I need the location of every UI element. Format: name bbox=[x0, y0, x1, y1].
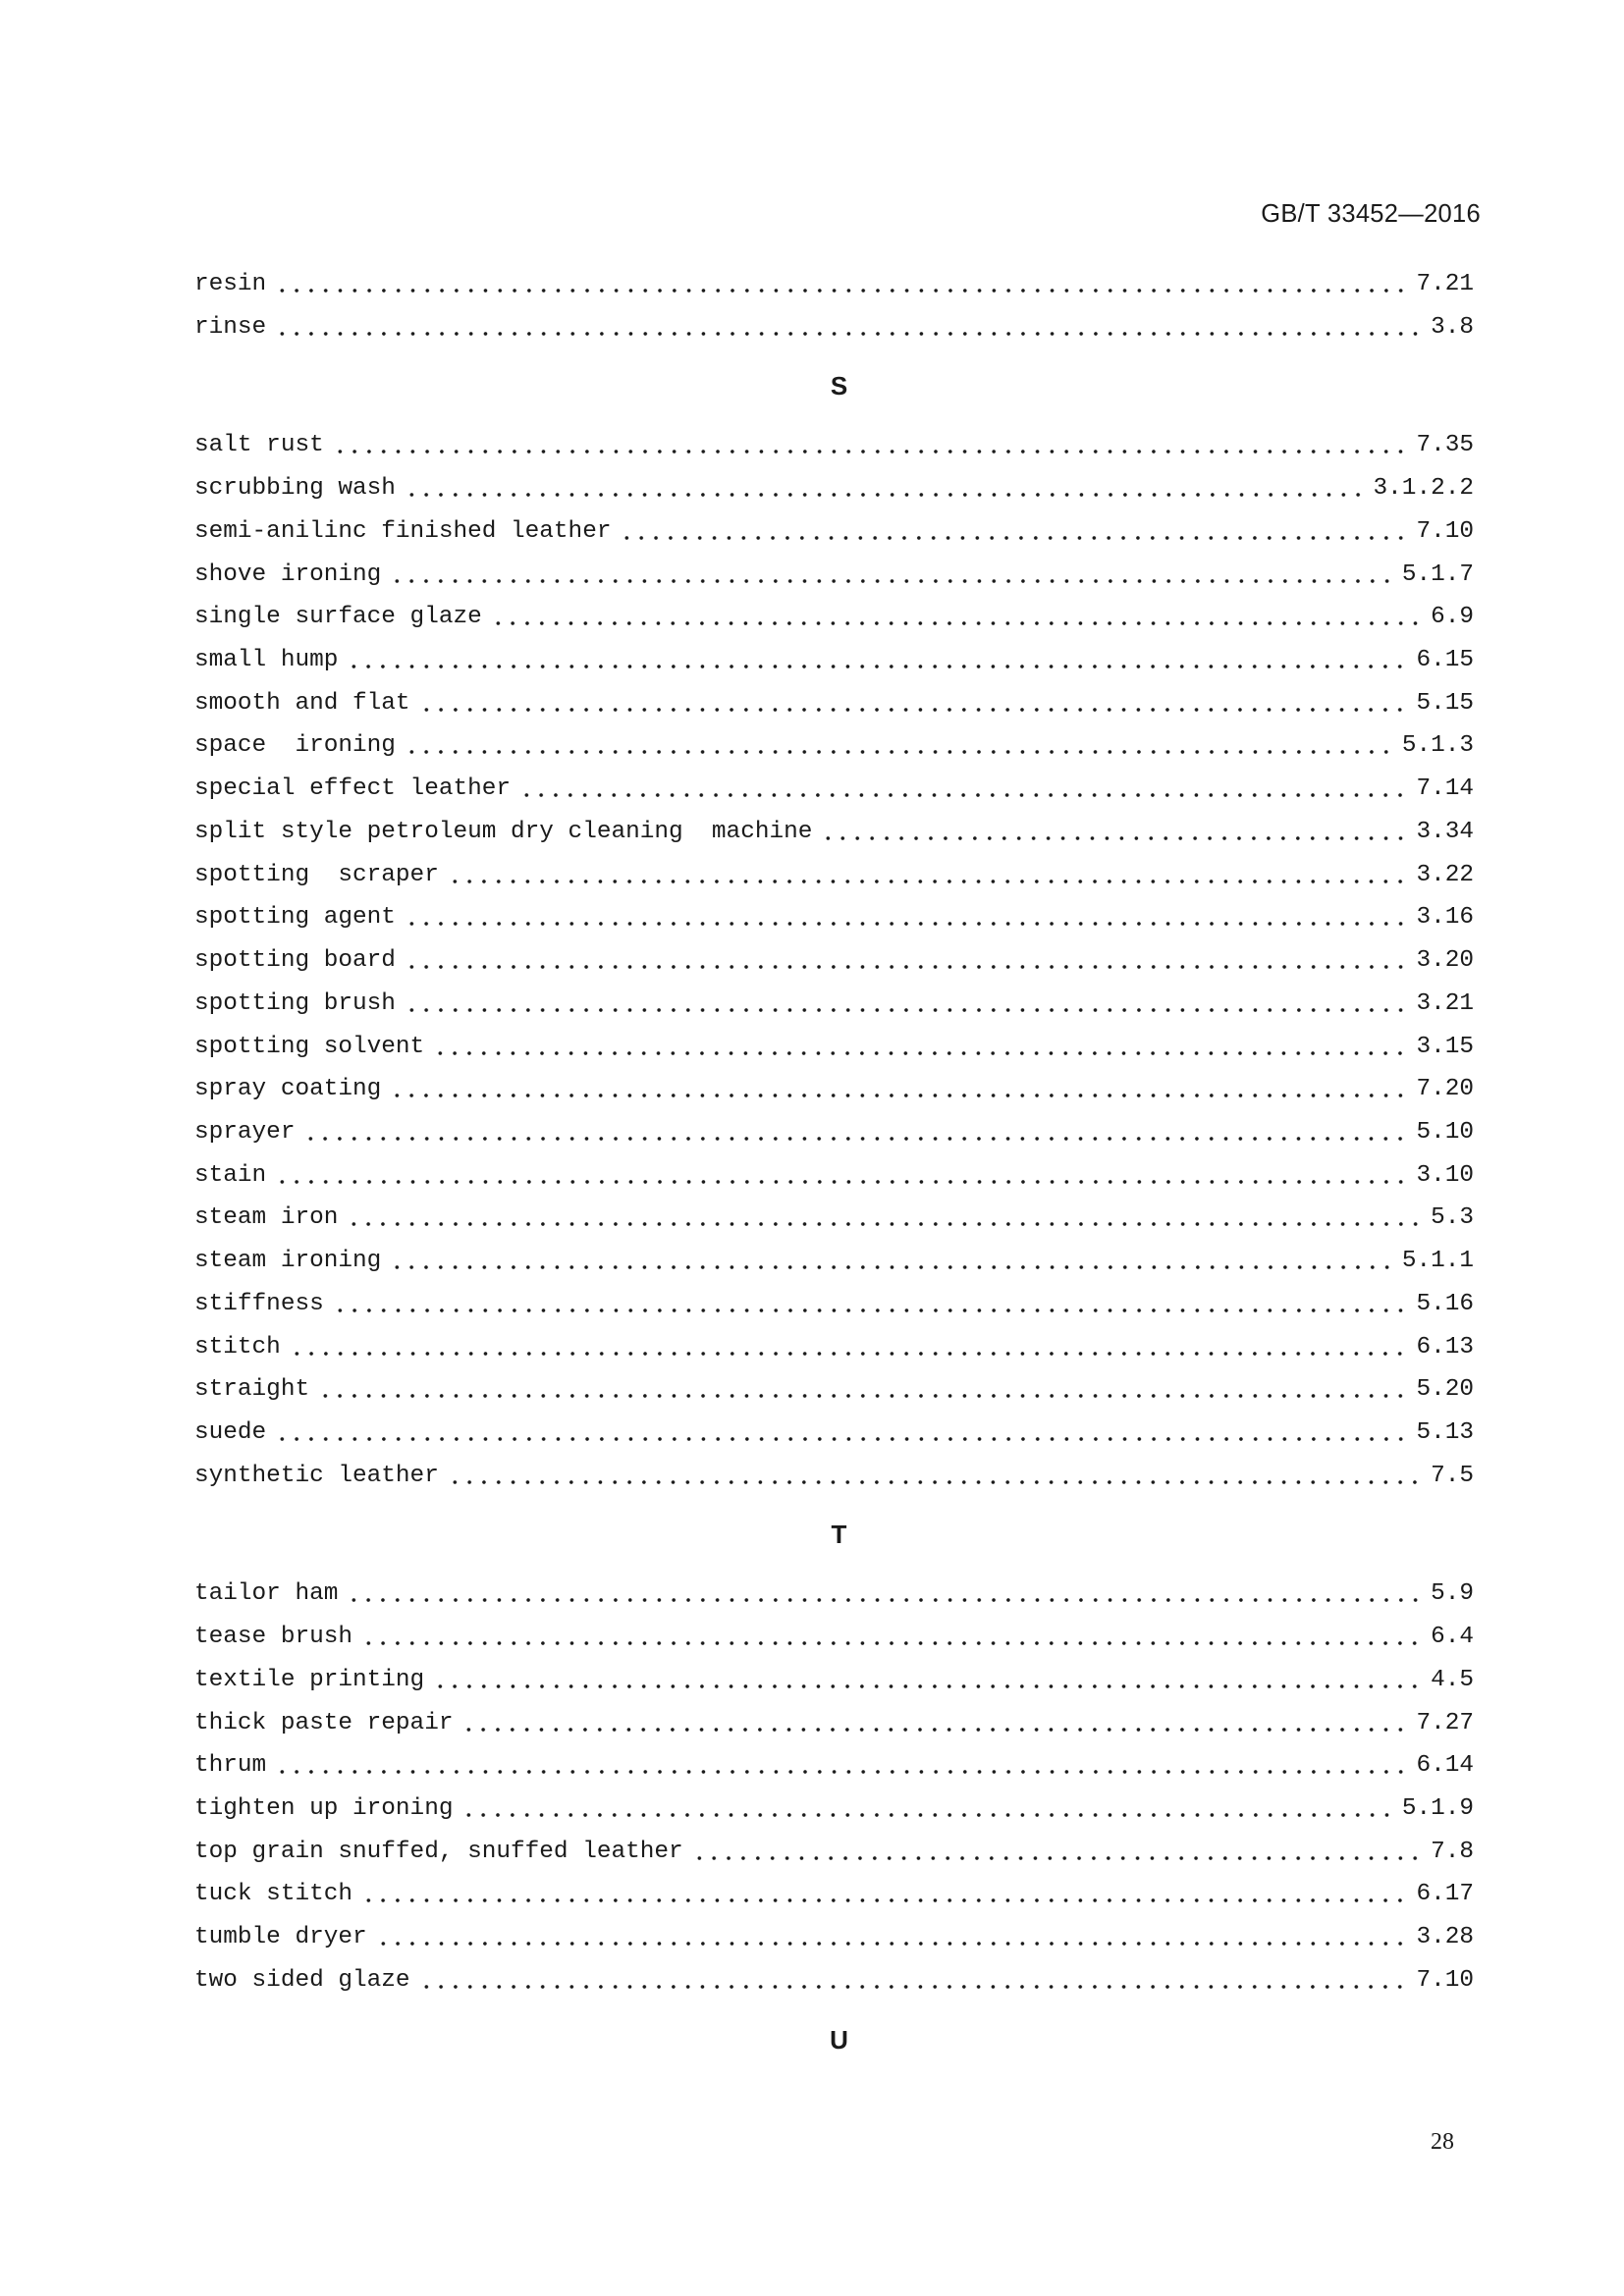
index-entry bbox=[194, 854, 1474, 897]
clause-reference: 7.10 bbox=[1416, 1966, 1474, 1994]
index-term: tighten up ironing bbox=[194, 1795, 454, 1822]
index-term: steam iron bbox=[194, 1204, 339, 1232]
clause-reference: 6.17 bbox=[1416, 1881, 1474, 1908]
clause-reference: 7.27 bbox=[1416, 1709, 1474, 1736]
index-entry bbox=[194, 1702, 1474, 1745]
index-term: spotting brush bbox=[194, 989, 396, 1017]
dot-leader bbox=[390, 1240, 1394, 1283]
index-entry bbox=[194, 1068, 1474, 1111]
dot-leader bbox=[275, 1412, 1408, 1455]
index-term: stitch bbox=[194, 1333, 281, 1361]
clause-reference: 7.35 bbox=[1416, 432, 1474, 459]
dot-leader bbox=[376, 1916, 1409, 1959]
clause-reference: 6.9 bbox=[1431, 604, 1474, 631]
section-heading-t: T bbox=[831, 1520, 847, 1550]
index-entry bbox=[194, 1744, 1474, 1788]
clause-reference: 6.14 bbox=[1416, 1752, 1474, 1780]
dot-leader bbox=[620, 510, 1408, 554]
index-entry bbox=[194, 939, 1474, 983]
index-term: tuck stitch bbox=[194, 1881, 353, 1908]
dot-leader bbox=[275, 1154, 1408, 1198]
clause-reference: 4.5 bbox=[1431, 1666, 1474, 1693]
dot-leader bbox=[461, 1702, 1408, 1745]
clause-reference: 5.9 bbox=[1431, 1580, 1474, 1608]
index-term: shove ironing bbox=[194, 561, 382, 588]
index-term: space ironing bbox=[194, 732, 396, 760]
index-term: resin bbox=[194, 271, 267, 297]
standard-number: GB/T 33452—2016 bbox=[1261, 200, 1481, 228]
index-term: straight bbox=[194, 1376, 310, 1404]
index-entry bbox=[194, 554, 1474, 597]
index-term: spotting solvent bbox=[194, 1033, 425, 1060]
clause-reference: 5.16 bbox=[1416, 1290, 1474, 1317]
dot-leader bbox=[433, 1659, 1423, 1702]
dot-leader bbox=[347, 1197, 1423, 1240]
index-entry bbox=[194, 1831, 1474, 1874]
index-term: suede bbox=[194, 1418, 267, 1446]
dot-leader bbox=[405, 983, 1409, 1026]
index-term: rinse bbox=[194, 313, 267, 341]
index-term: tumble dryer bbox=[194, 1924, 367, 1951]
index-entry bbox=[194, 1916, 1474, 1959]
clause-reference: 3.8 bbox=[1431, 313, 1474, 341]
dot-leader bbox=[275, 1744, 1408, 1788]
dot-leader bbox=[333, 424, 1409, 467]
index-term: salt rust bbox=[194, 432, 324, 459]
clause-reference: 3.22 bbox=[1416, 861, 1474, 888]
index-term: smooth and flat bbox=[194, 689, 410, 717]
clause-reference: 5.10 bbox=[1416, 1118, 1474, 1146]
clause-reference: 5.1.7 bbox=[1401, 561, 1474, 588]
dot-leader bbox=[361, 1873, 1408, 1916]
index-entry bbox=[194, 1111, 1474, 1154]
index-entry bbox=[194, 1455, 1474, 1498]
clause-reference: 3.15 bbox=[1416, 1033, 1474, 1060]
dot-leader bbox=[333, 1283, 1409, 1326]
index-entry bbox=[194, 1240, 1474, 1283]
dot-leader bbox=[405, 939, 1409, 983]
index-term: sprayer bbox=[194, 1118, 296, 1146]
dot-leader bbox=[275, 263, 1408, 306]
dot-leader bbox=[390, 1068, 1408, 1111]
dot-leader bbox=[448, 854, 1409, 897]
index-entry bbox=[194, 1616, 1474, 1659]
index-entry bbox=[194, 1412, 1474, 1455]
dot-leader bbox=[461, 1788, 1393, 1831]
index-entry bbox=[194, 510, 1474, 554]
index-term: stain bbox=[194, 1161, 267, 1189]
dot-leader bbox=[491, 596, 1423, 639]
index-entry bbox=[194, 424, 1474, 467]
index-entry bbox=[194, 1573, 1474, 1616]
index-term: spray coating bbox=[194, 1076, 382, 1103]
index-entry bbox=[194, 263, 1474, 306]
clause-reference: 7.14 bbox=[1416, 775, 1474, 803]
index-entry bbox=[194, 896, 1474, 939]
clause-reference: 7.5 bbox=[1431, 1462, 1474, 1489]
index-entry bbox=[194, 1026, 1474, 1069]
index-term: tailor ham bbox=[194, 1580, 339, 1608]
index-term: tease brush bbox=[194, 1624, 353, 1651]
clause-reference: 5.15 bbox=[1416, 689, 1474, 717]
dot-leader bbox=[433, 1026, 1408, 1069]
dot-leader bbox=[448, 1455, 1423, 1498]
index-entry bbox=[194, 596, 1474, 639]
dot-leader bbox=[419, 682, 1409, 725]
section-heading-s: S bbox=[830, 371, 848, 401]
index-term: special effect leather bbox=[194, 775, 512, 803]
index-entry bbox=[194, 1326, 1474, 1369]
index-entry bbox=[194, 811, 1474, 854]
index-term: thick paste repair bbox=[194, 1709, 454, 1736]
index-term: thrum bbox=[194, 1752, 267, 1780]
index-term: semi-anilinc finished leather bbox=[194, 517, 612, 545]
dot-leader bbox=[275, 306, 1423, 349]
section-heading-u: U bbox=[830, 2024, 848, 2055]
clause-reference: 5.13 bbox=[1416, 1418, 1474, 1446]
dot-leader bbox=[405, 724, 1394, 768]
clause-reference: 5.1.9 bbox=[1401, 1795, 1474, 1822]
clause-reference: 7.10 bbox=[1416, 517, 1474, 545]
clause-reference: 5.1.3 bbox=[1401, 732, 1474, 760]
dot-leader bbox=[519, 768, 1408, 811]
index-term: small hump bbox=[194, 647, 339, 674]
clause-reference: 3.16 bbox=[1416, 904, 1474, 932]
page-number: 28 bbox=[1431, 2129, 1454, 2155]
dot-leader bbox=[361, 1616, 1423, 1659]
clause-reference: 3.28 bbox=[1416, 1924, 1474, 1951]
index-term: single surface glaze bbox=[194, 604, 482, 631]
index-term: textile printing bbox=[194, 1666, 425, 1693]
clause-reference: 5.3 bbox=[1431, 1204, 1474, 1232]
clause-reference: 7.21 bbox=[1416, 271, 1474, 297]
index-term: stiffness bbox=[194, 1290, 324, 1317]
dot-leader bbox=[303, 1111, 1408, 1154]
index-entry bbox=[194, 724, 1474, 768]
index-entry bbox=[194, 306, 1474, 349]
index-entry bbox=[194, 682, 1474, 725]
clause-reference: 3.20 bbox=[1416, 947, 1474, 975]
index-entry bbox=[194, 467, 1474, 510]
clause-reference: 6.15 bbox=[1416, 647, 1474, 674]
index-entry bbox=[194, 639, 1474, 682]
index-entry bbox=[194, 1368, 1474, 1412]
clause-reference: 7.8 bbox=[1431, 1838, 1474, 1865]
clause-reference: 6.13 bbox=[1416, 1333, 1474, 1361]
dot-leader bbox=[347, 639, 1408, 682]
index-list bbox=[194, 263, 1474, 2078]
clause-reference: 5.1.1 bbox=[1401, 1248, 1474, 1275]
clause-reference: 5.20 bbox=[1416, 1376, 1474, 1404]
index-term: two sided glaze bbox=[194, 1966, 410, 1994]
index-term: spotting board bbox=[194, 947, 396, 975]
clause-reference: 3.1.2.2 bbox=[1373, 475, 1474, 503]
index-term: scrubbing wash bbox=[194, 475, 396, 503]
index-entry bbox=[194, 1154, 1474, 1198]
index-entry bbox=[194, 983, 1474, 1026]
index-entry bbox=[194, 1283, 1474, 1326]
index-entry bbox=[194, 1197, 1474, 1240]
dot-leader bbox=[419, 1959, 1409, 2002]
dot-leader bbox=[318, 1368, 1408, 1412]
index-term: steam ironing bbox=[194, 1248, 382, 1275]
index-term: synthetic leather bbox=[194, 1462, 439, 1489]
dot-leader bbox=[347, 1573, 1423, 1616]
index-term: top grain snuffed, snuffed leather bbox=[194, 1838, 683, 1865]
index-entry bbox=[194, 1788, 1474, 1831]
dot-leader bbox=[405, 467, 1366, 510]
index-term: spotting scraper bbox=[194, 861, 439, 888]
index-entry bbox=[194, 1659, 1474, 1702]
dot-leader bbox=[390, 554, 1394, 597]
dot-leader bbox=[692, 1831, 1423, 1874]
index-entry bbox=[194, 768, 1474, 811]
clause-reference: 6.4 bbox=[1431, 1624, 1474, 1651]
index-term: spotting agent bbox=[194, 904, 396, 932]
index-entry bbox=[194, 1873, 1474, 1916]
dot-leader bbox=[821, 811, 1408, 854]
index-term: split style petroleum dry cleaning machine bbox=[194, 818, 813, 845]
clause-reference: 3.10 bbox=[1416, 1161, 1474, 1189]
dot-leader bbox=[405, 896, 1409, 939]
dot-leader bbox=[290, 1326, 1409, 1369]
clause-reference: 3.34 bbox=[1416, 818, 1474, 845]
clause-reference: 3.21 bbox=[1416, 989, 1474, 1017]
index-entry bbox=[194, 1959, 1474, 2002]
clause-reference: 7.20 bbox=[1416, 1076, 1474, 1103]
